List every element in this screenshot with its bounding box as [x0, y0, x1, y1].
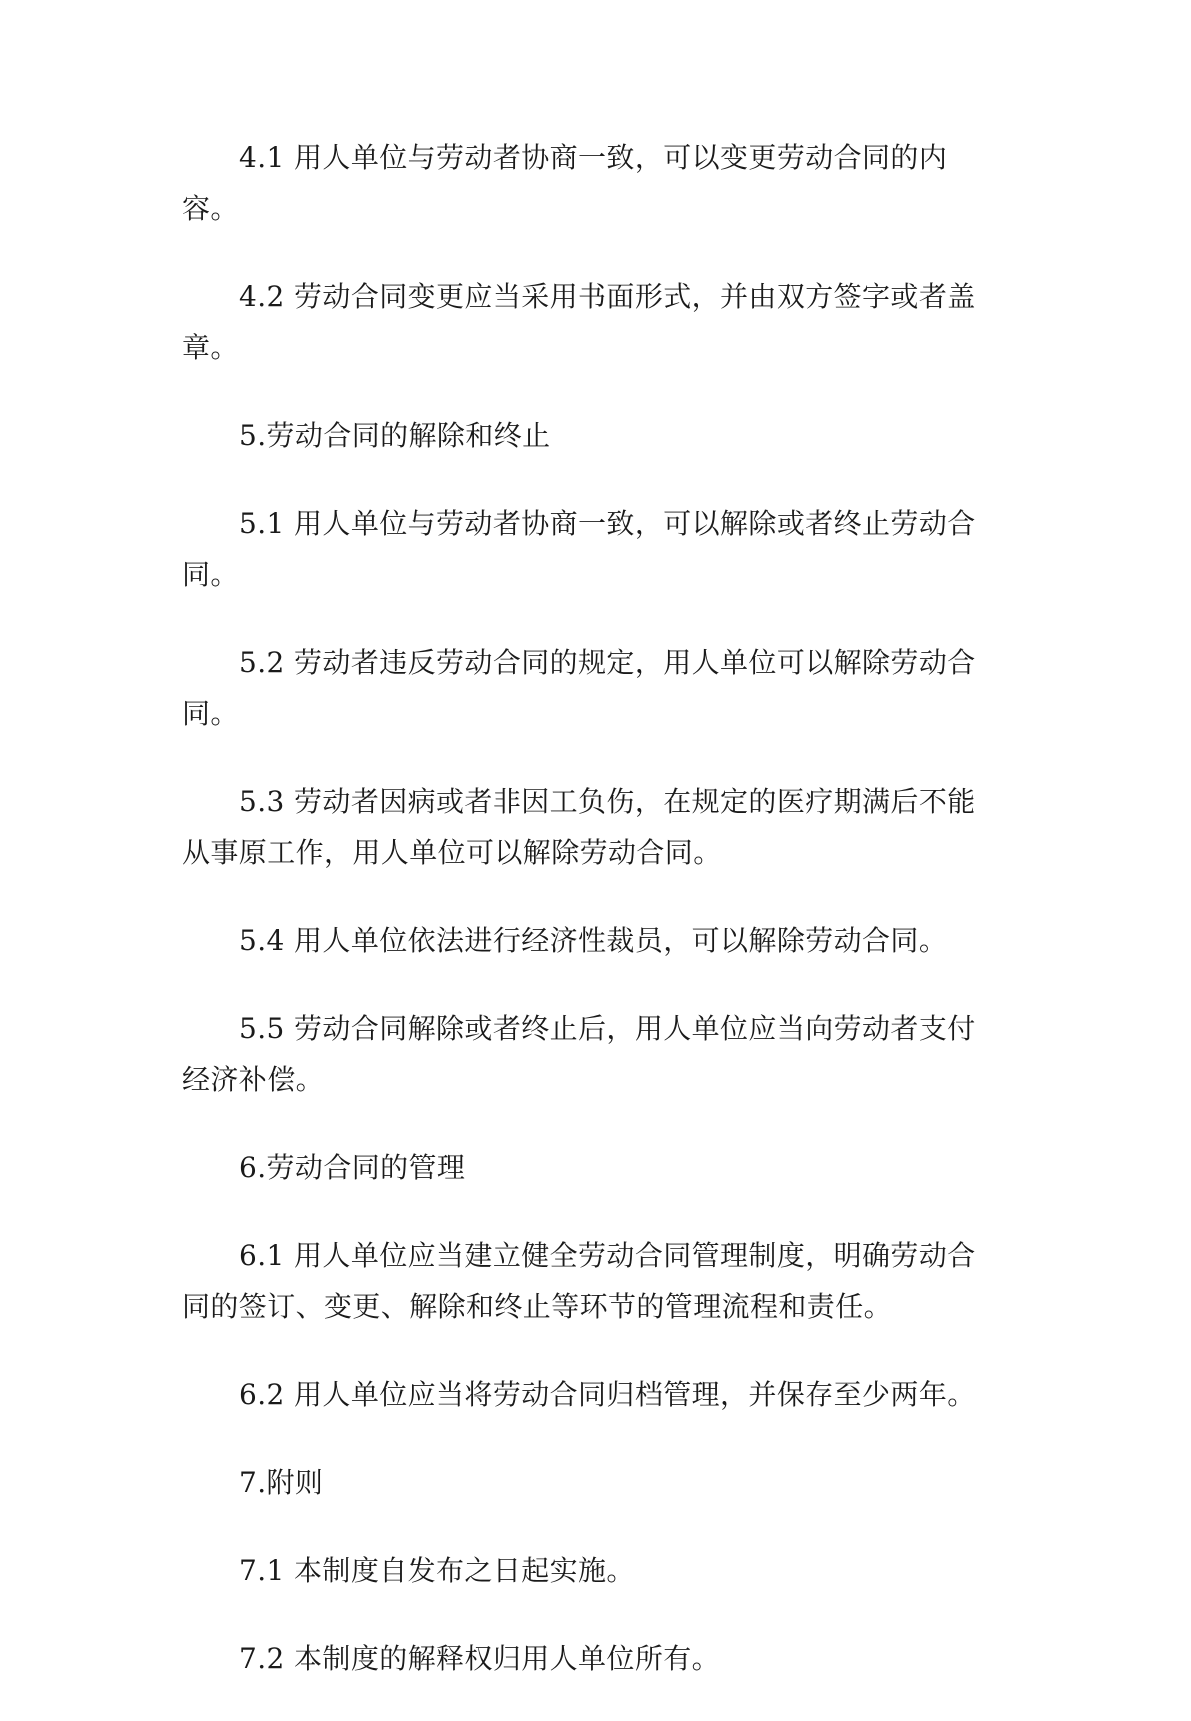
document-body — [182, 132, 1002, 1721]
clause-4-1: 4.1 用人单位与劳动者协商一致，可以变更劳动合同的内容。 — [182, 141, 948, 225]
section-6-heading: 6.劳动合同的管理 — [239, 1151, 466, 1184]
clause-5-1: 5.1 用人单位与劳动者协商一致，可以解除或者终止劳动合同。 — [182, 507, 976, 591]
clause-4-2: 4.2 劳动合同变更应当采用书面形式，并由双方签字或者盖章。 — [182, 280, 976, 364]
clause-7-2: 7.2 本制度的解释权归用人单位所有。 — [239, 1642, 721, 1675]
clause-5-5: 5.5 劳动合同解除或者终止后，用人单位应当向劳动者支付经济补偿。 — [182, 1012, 976, 1096]
clause-7-1: 7.1 本制度自发布之日起实施。 — [239, 1554, 635, 1587]
clause-5-4: 5.4 用人单位依法进行经济性裁员，可以解除劳动合同。 — [239, 924, 948, 957]
clause-5-2: 5.2 劳动者违反劳动合同的规定，用人单位可以解除劳动合同。 — [182, 646, 976, 730]
clause-6-2: 6.2 用人单位应当将劳动合同归档管理，并保存至少两年。 — [239, 1378, 976, 1411]
clause-5-3: 5.3 劳动者因病或者非因工负伤，在规定的医疗期满后不能从事原工作，用人单位可以解除劳动合同。 — [182, 785, 976, 869]
clause-6-1: 6.1 用人单位应当建立健全劳动合同管理制度，明确劳动合同的签订、变更、解除和终止等环节的管理流程和责任。 — [182, 1239, 976, 1323]
section-7-heading: 7.附则 — [239, 1466, 324, 1499]
section-5-heading: 5.劳动合同的解除和终止 — [239, 419, 551, 452]
